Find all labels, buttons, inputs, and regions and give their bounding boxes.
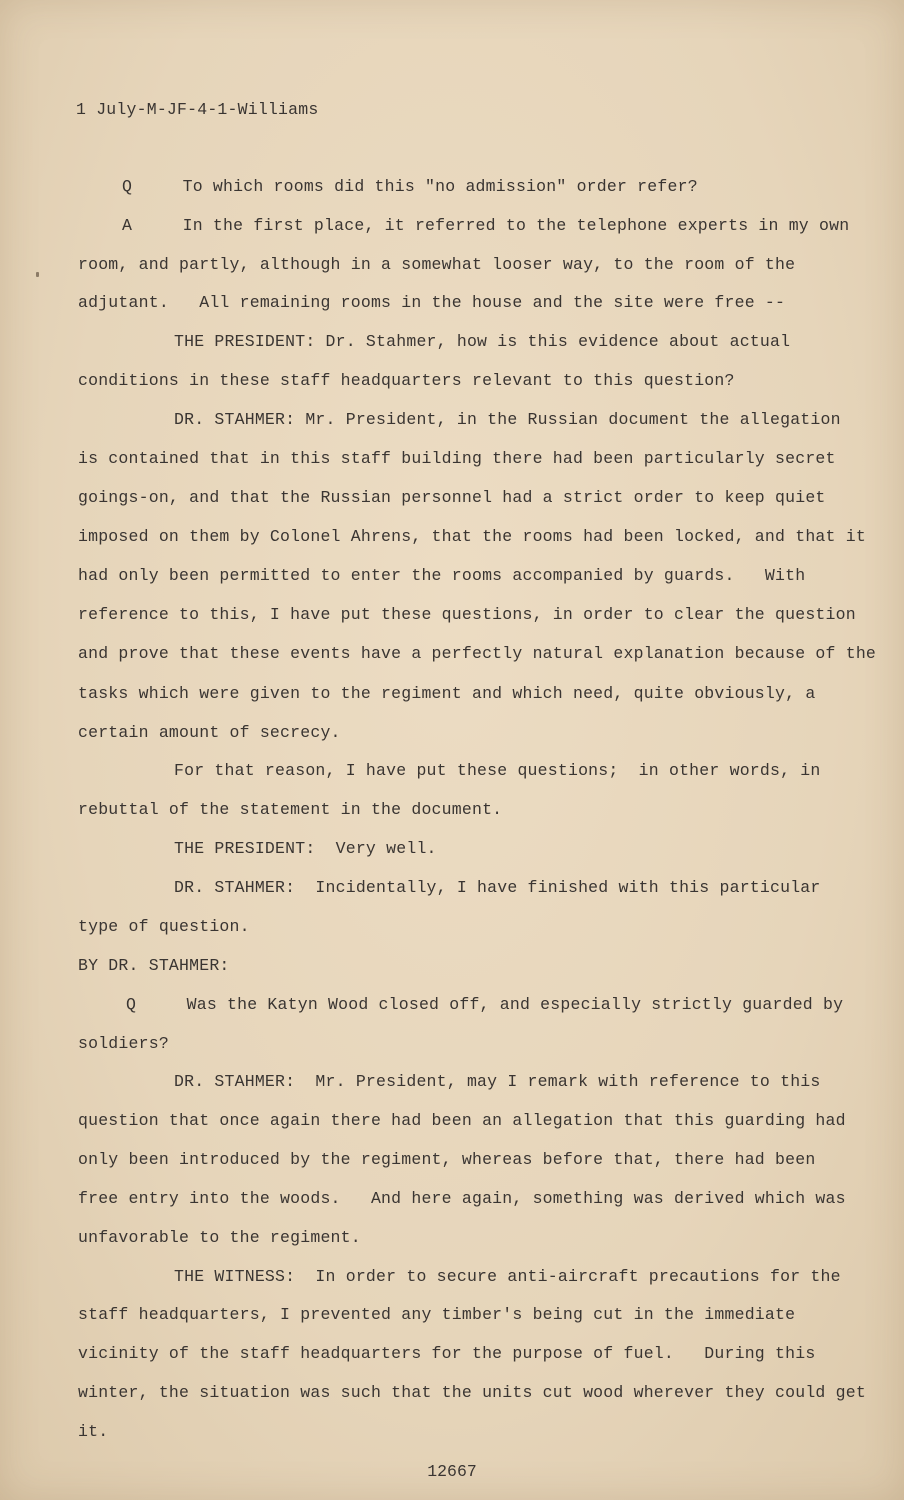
text-line: DR. STAHMER: Mr. President, in the Russian document the allegation (174, 410, 841, 429)
text-line: THE WITNESS: In order to secure anti-aircraft precautions for the (174, 1267, 841, 1286)
text-line: For that reason, I have put these questions; in other words, in (174, 761, 821, 780)
text-line: adjutant. All remaining rooms in the house and the site were free -- (78, 293, 786, 312)
text-line: question that once again there had been an allegation that this guarding had (78, 1111, 846, 1130)
text-line: goings-on, and that the Russian personnel had a strict order to keep quiet (78, 488, 826, 507)
text-line: soldiers? (78, 1034, 169, 1053)
text-line: DR. STAHMER: Incidentally, I have finished with this particular (174, 878, 821, 897)
page-number: 12667 (427, 1462, 477, 1481)
paper-speck (36, 272, 39, 277)
text-line: type of question. (78, 917, 250, 936)
text-line: DR. STAHMER: Mr. President, may I remark with reference to this (174, 1072, 821, 1091)
text-line: THE PRESIDENT: Dr. Stahmer, how is this evidence about actual (174, 332, 791, 351)
text-line: vicinity of the staff headquarters for the purpose of fuel. During this (78, 1344, 816, 1363)
text-line: and prove that these events have a perfectly natural explanation because of the (78, 644, 877, 663)
text-line: Q To which rooms did this "no admission" order refer? (122, 177, 698, 196)
text-line: THE PRESIDENT: Very well. (174, 839, 437, 858)
text-line: imposed on them by Colonel Ahrens, that the rooms had been locked, and that it (78, 527, 866, 546)
text-line: reference to this, I have put these questions, in order to clear the question (78, 605, 856, 624)
text-line: unfavorable to the regiment. (78, 1228, 361, 1247)
text-line: Q Was the Katyn Wood closed off, and especially strictly guarded by (126, 995, 844, 1014)
text-line: it. (78, 1422, 109, 1441)
text-line: BY DR. STAHMER: (78, 956, 230, 975)
text-line: A In the first place, it referred to the telephone experts in my own (122, 216, 850, 235)
text-line: only been introduced by the regiment, whereas before that, there had been (78, 1150, 816, 1169)
text-line: free entry into the woods. And here again, something was derived which was (78, 1189, 846, 1208)
text-line: certain amount of secrecy. (78, 723, 341, 742)
text-line: rebuttal of the statement in the document. (78, 800, 503, 819)
text-line: conditions in these staff headquarters relevant to this question? (78, 371, 735, 390)
text-line: winter, the situation was such that the units cut wood wherever they could get (78, 1383, 866, 1402)
text-line: staff headquarters, I prevented any timber's being cut in the immediate (78, 1305, 796, 1324)
document-header: 1 July-M-JF-4-1-Williams (76, 100, 319, 119)
text-line: room, and partly, although in a somewhat looser way, to the room of the (78, 255, 796, 274)
text-line: tasks which were given to the regiment and which need, quite obviously, a (78, 684, 816, 703)
text-line: is contained that in this staff building there had been particularly secret (78, 449, 836, 468)
text-line: had only been permitted to enter the rooms accompanied by guards. With (78, 566, 806, 585)
